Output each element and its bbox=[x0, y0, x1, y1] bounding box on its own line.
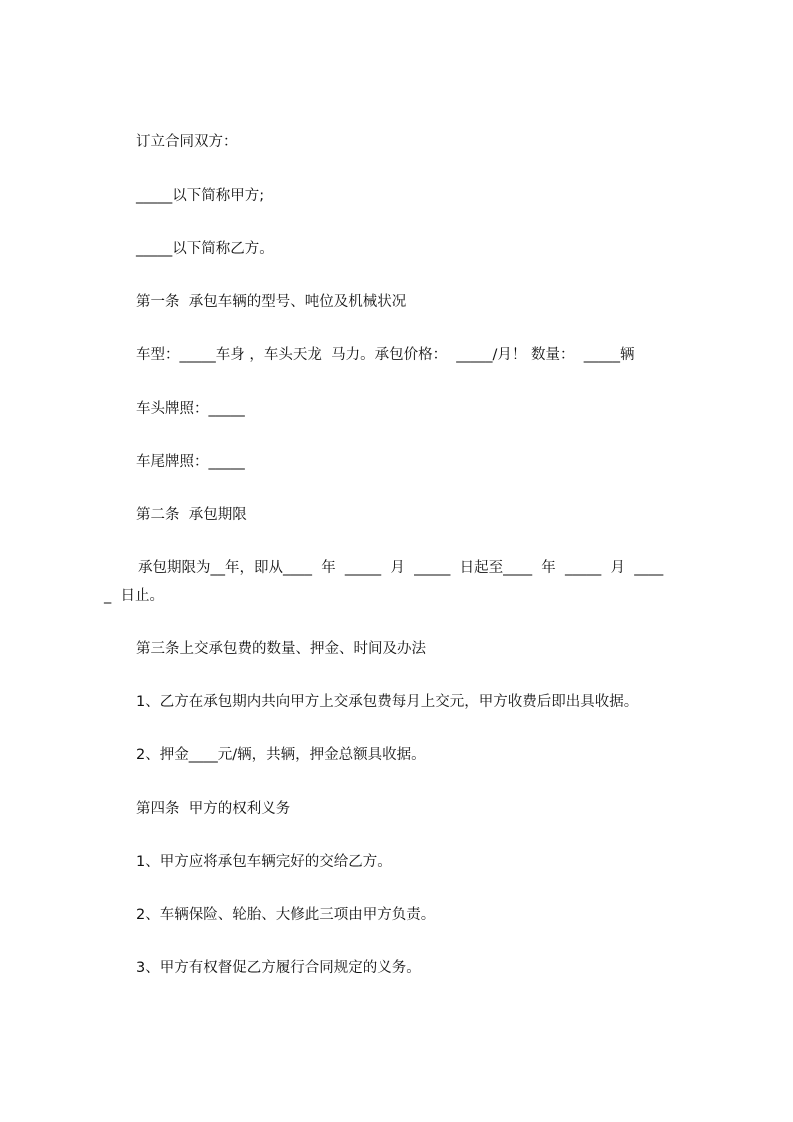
tail-plate-line: 车尾牌照：_____ bbox=[136, 454, 245, 470]
article-4-item-1: 1、甲方应将承包车辆完好的交给乙方。 bbox=[136, 854, 392, 870]
head-plate-line: 车头牌照：_____ bbox=[136, 401, 245, 417]
article-2-title: 第二条 承包期限 bbox=[136, 507, 247, 523]
article-4-item-3: 3、甲方有权督促乙方履行合同规定的义务。 bbox=[136, 960, 421, 976]
vehicle-model-line: 车型：_____车身 ，车头天龙 马力。承包价格： _____/月！ 数量： _____辆 bbox=[136, 347, 635, 363]
article-4-title: 第四条 甲方的权利义务 bbox=[136, 801, 291, 817]
party-a-line: _____以下简称甲方; bbox=[136, 188, 265, 204]
article-4-item-2: 2、车辆保险、轮胎、大修此三项由甲方负责。 bbox=[136, 907, 436, 923]
parties-heading: 订立合同双方： bbox=[136, 134, 238, 150]
article-3-title: 第三条上交承包费的数量、押金、时间及办法 bbox=[136, 641, 426, 657]
article-3-item-1: 1、乙方在承包期内共向甲方上交承包费每月上交元，甲方收费后即出具收据。 bbox=[136, 694, 639, 710]
party-b-line: _____以下简称乙方。 bbox=[136, 241, 274, 257]
term-line-continued: _ 日止。 bbox=[104, 588, 164, 604]
article-1-title: 第一条 承包车辆的型号、吨位及机械状况 bbox=[136, 294, 407, 310]
article-3-item-2: 2、押金____元/辆，共辆，押金总额具收据。 bbox=[136, 747, 426, 763]
term-line: 承包期限为__年，即从____ 年 _____ 月 _____ 日起至____ 年 _____ 月 ____ bbox=[138, 560, 664, 576]
